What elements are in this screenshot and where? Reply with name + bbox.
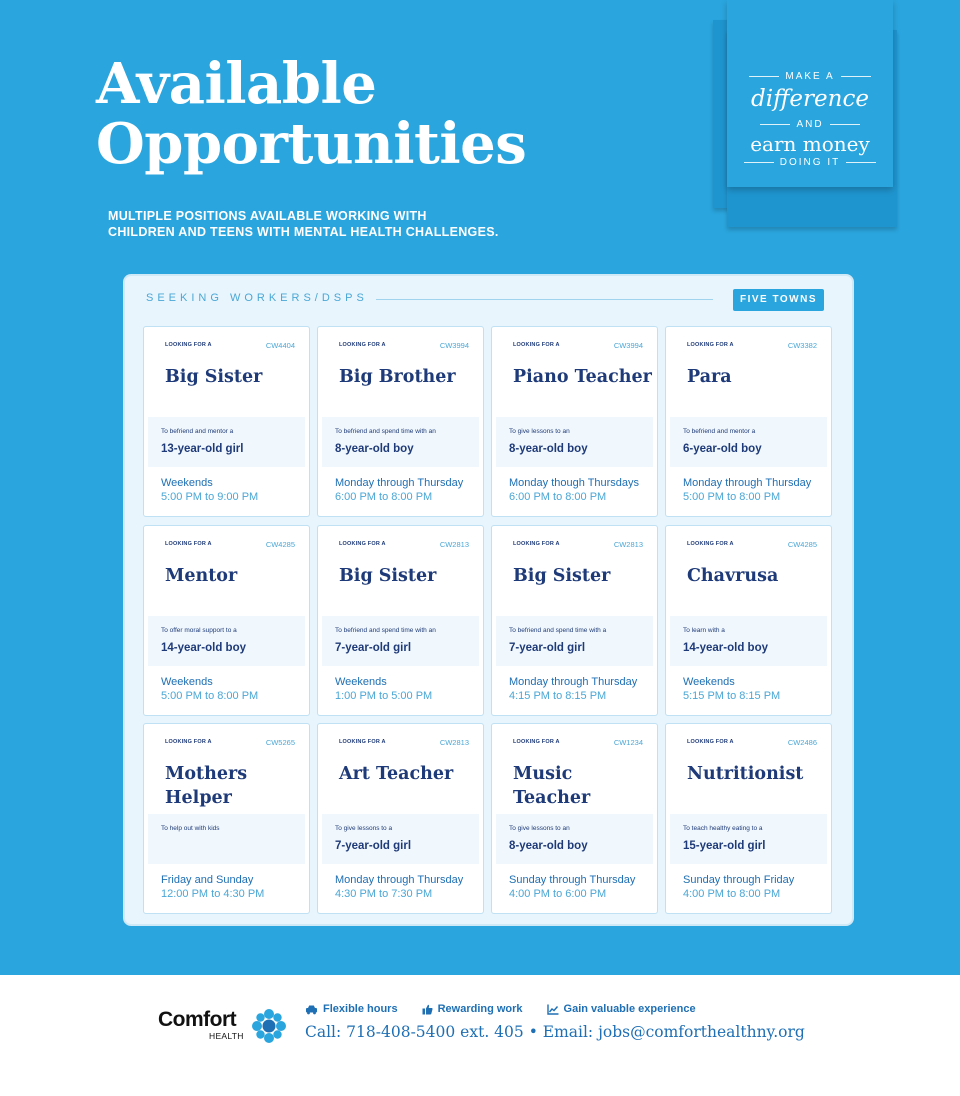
schedule-hours: 4:00 PM to 8:00 PM xyxy=(683,888,781,900)
looking-for-label: LOOKING FOR A xyxy=(513,342,560,348)
looking-for-label: LOOKING FOR A xyxy=(513,739,560,745)
description-band xyxy=(322,417,479,467)
role-description: To offer moral support to a xyxy=(161,627,237,634)
description-band xyxy=(670,616,827,666)
description-band xyxy=(496,417,653,467)
description-band xyxy=(670,814,827,864)
promo-earn-money: earn money xyxy=(750,132,870,156)
opportunity-card xyxy=(491,525,658,716)
contact-info: Call: 718-408-5400 ext. 405 • Email: jobs@comforthealthny.org xyxy=(305,1023,805,1041)
schedule-days: Monday though Thursdays xyxy=(509,477,640,489)
schedule-days: Monday through Thursday xyxy=(335,874,464,886)
description-band xyxy=(496,616,653,666)
car-icon xyxy=(305,1004,318,1015)
position-code: CW3994 xyxy=(439,341,469,350)
child-age: 8-year-old boy xyxy=(509,443,588,455)
description-band xyxy=(322,814,479,864)
child-age: 14-year-old boy xyxy=(161,642,246,654)
schedule-days: Friday and Sunday xyxy=(161,874,254,886)
role-description: To give lessons to an xyxy=(509,825,570,832)
comfort-health-logo-icon xyxy=(250,1007,288,1045)
role-title: Mothers Helper xyxy=(165,764,248,808)
child-age: 7-year-old girl xyxy=(509,642,586,654)
schedule-hours: 5:15 PM to 8:15 PM xyxy=(683,690,781,702)
role-description: To give lessons to a xyxy=(335,825,393,832)
promo-card xyxy=(727,0,893,187)
child-age: 7-year-old girl xyxy=(335,642,412,654)
schedule-days: Sunday through Friday xyxy=(683,874,795,886)
description-band xyxy=(496,814,653,864)
schedule-hours: 5:00 PM to 8:00 PM xyxy=(683,491,781,503)
role-title: Big Sister xyxy=(513,566,611,586)
position-code: CW2813 xyxy=(439,738,469,747)
position-code: CW2813 xyxy=(613,540,643,549)
chart-growth-icon xyxy=(547,1004,559,1015)
logo-subtitle: HEALTH xyxy=(209,1031,244,1041)
opportunity-card xyxy=(143,326,310,517)
feature-label: Flexible hours xyxy=(323,1003,398,1015)
role-description: To befriend and spend time with a xyxy=(509,627,607,634)
role-title: Music Teacher xyxy=(513,764,591,808)
schedule-hours: 5:00 PM to 9:00 PM xyxy=(161,491,259,503)
feature-list xyxy=(305,1003,720,1015)
opportunity-card xyxy=(317,326,484,517)
position-code: CW5265 xyxy=(265,738,295,747)
role-title: Para xyxy=(687,367,732,387)
schedule-hours: 1:00 PM to 5:00 PM xyxy=(335,690,433,702)
opportunity-card xyxy=(665,525,832,716)
opportunity-card xyxy=(665,723,832,914)
looking-for-label: LOOKING FOR A xyxy=(339,342,386,348)
looking-for-label: LOOKING FOR A xyxy=(165,739,212,745)
position-code: CW2813 xyxy=(439,540,469,549)
title-line-2: Opportunities xyxy=(96,111,527,177)
looking-for-label: LOOKING FOR A xyxy=(687,739,734,745)
opportunity-card xyxy=(491,723,658,914)
looking-for-label: LOOKING FOR A xyxy=(165,342,212,348)
role-title: Piano Teacher xyxy=(513,367,652,387)
schedule-days: Weekends xyxy=(683,676,735,688)
schedule-hours: 5:00 PM to 8:00 PM xyxy=(161,690,259,702)
schedule-days: Monday through Thursday xyxy=(335,477,464,489)
schedule-days: Weekends xyxy=(161,477,213,489)
role-description: To help out with kids xyxy=(161,825,220,832)
position-code: CW4285 xyxy=(265,540,295,549)
feature-flexible-hours xyxy=(305,1003,398,1015)
schedule-days: Monday through Thursday xyxy=(683,477,812,489)
description-band xyxy=(670,417,827,467)
logo-wordmark: Comfort xyxy=(158,1008,237,1031)
feature-valuable-experience xyxy=(547,1003,696,1015)
feature-rewarding-work xyxy=(422,1003,523,1015)
promo-doing-it: DOING IT xyxy=(727,157,893,168)
thumbs-up-icon xyxy=(422,1004,433,1015)
opportunity-card xyxy=(317,723,484,914)
description-band xyxy=(148,417,305,467)
schedule-hours: 12:00 PM to 4:30 PM xyxy=(161,888,265,900)
position-code: CW4285 xyxy=(787,540,817,549)
looking-for-label: LOOKING FOR A xyxy=(687,541,734,547)
opportunity-card xyxy=(665,326,832,517)
role-title: Big Brother xyxy=(339,367,456,387)
role-description: To learn with a xyxy=(683,627,725,634)
role-description: To give lessons to an xyxy=(509,428,570,435)
promo-make-a: MAKE A xyxy=(727,71,893,82)
schedule-hours: 4:30 PM to 7:30 PM xyxy=(335,888,433,900)
promo-difference: difference xyxy=(751,86,869,112)
role-description: To teach healthy eating to a xyxy=(683,825,763,832)
opportunity-card xyxy=(143,525,310,716)
role-title: Mentor xyxy=(165,566,238,586)
child-age: 6-year-old boy xyxy=(683,443,762,455)
schedule-days: Sunday through Thursday xyxy=(509,874,636,886)
looking-for-label: LOOKING FOR A xyxy=(513,541,560,547)
role-description: To befriend and mentor a xyxy=(683,428,756,435)
location-badge: FIVE TOWNS xyxy=(733,289,824,311)
subtitle-line-1: MULTIPLE POSITIONS AVAILABLE WORKING WITH xyxy=(108,209,427,223)
promo-and: AND xyxy=(727,119,893,130)
looking-for-label: LOOKING FOR A xyxy=(339,739,386,745)
schedule-hours: 4:00 PM to 6:00 PM xyxy=(509,888,607,900)
role-title: Art Teacher xyxy=(339,764,454,784)
role-description: To befriend and spend time with an xyxy=(335,627,436,634)
role-title: Chavrusa xyxy=(687,566,779,586)
child-age: 8-year-old boy xyxy=(335,443,414,455)
looking-for-label: LOOKING FOR A xyxy=(339,541,386,547)
schedule-hours: 4:15 PM to 8:15 PM xyxy=(509,690,607,702)
role-description: To befriend and spend time with an xyxy=(335,428,436,435)
description-band xyxy=(148,814,305,864)
schedule-hours: 6:00 PM to 8:00 PM xyxy=(509,491,607,503)
schedule-days: Weekends xyxy=(161,676,213,688)
panel-divider xyxy=(376,299,713,300)
position-code: CW1234 xyxy=(613,738,643,747)
position-code: CW3382 xyxy=(787,341,817,350)
feature-label: Gain valuable experience xyxy=(563,1003,696,1015)
child-age: 14-year-old boy xyxy=(683,642,768,654)
description-band xyxy=(322,616,479,666)
feature-label: Rewarding work xyxy=(437,1003,523,1015)
child-age: 8-year-old boy xyxy=(509,840,588,852)
opportunity-card xyxy=(143,723,310,914)
schedule-days: Monday through Thursday xyxy=(509,676,638,688)
position-code: CW3994 xyxy=(613,341,643,350)
opportunity-card xyxy=(491,326,658,517)
child-age: 7-year-old girl xyxy=(335,840,412,852)
opportunity-card xyxy=(317,525,484,716)
schedule-days: Weekends xyxy=(335,676,387,688)
role-title: Big Sister xyxy=(339,566,437,586)
panel-heading: SEEKING WORKERS/DSPS xyxy=(146,292,368,304)
position-code: CW2486 xyxy=(787,738,817,747)
role-title: Big Sister xyxy=(165,367,263,387)
child-age: 15-year-old girl xyxy=(683,840,766,852)
title-line-1: Available xyxy=(96,51,377,117)
page-title xyxy=(96,51,527,177)
schedule-hours: 6:00 PM to 8:00 PM xyxy=(335,491,433,503)
role-title: Nutritionist xyxy=(687,764,804,784)
looking-for-label: LOOKING FOR A xyxy=(687,342,734,348)
subtitle-line-2: CHILDREN AND TEENS WITH MENTAL HEALTH CHALLENGES. xyxy=(108,225,499,239)
role-description: To befriend and mentor a xyxy=(161,428,234,435)
description-band xyxy=(148,616,305,666)
position-code: CW4404 xyxy=(265,341,295,350)
child-age: 13-year-old girl xyxy=(161,443,244,455)
looking-for-label: LOOKING FOR A xyxy=(165,541,212,547)
page-subtitle xyxy=(108,208,499,240)
